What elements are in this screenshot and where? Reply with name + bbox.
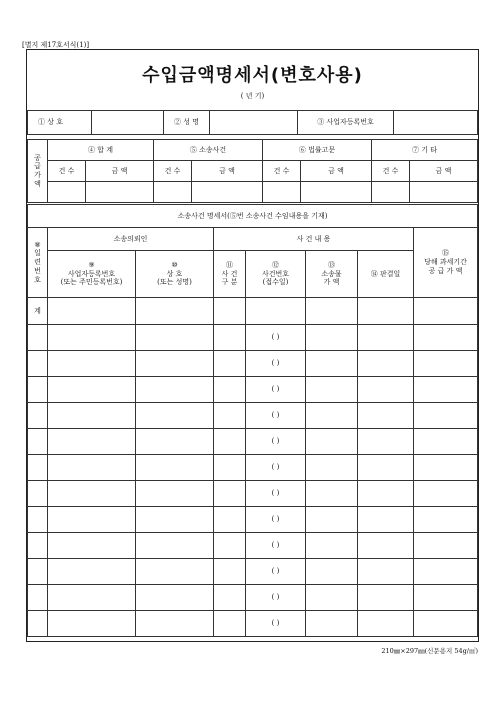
case-row (28, 403, 478, 429)
total-row-cell[interactable] (136, 298, 214, 325)
case-number-cell[interactable]: ( ) (246, 325, 306, 351)
case-cell[interactable] (358, 377, 414, 403)
case-cell[interactable] (306, 585, 358, 611)
case-cell[interactable] (48, 559, 136, 585)
case-cell[interactable] (414, 611, 478, 637)
case-cell[interactable] (306, 533, 358, 559)
case-cell[interactable] (358, 481, 414, 507)
case-cell[interactable] (414, 507, 478, 533)
case-cell[interactable] (414, 429, 478, 455)
form-title: 수입금액명세서(변호사용) (142, 65, 363, 86)
case-cell[interactable] (414, 351, 478, 377)
case-cell[interactable] (214, 351, 246, 377)
other-amount-field[interactable] (410, 182, 478, 203)
legal-advice-count-field[interactable] (263, 182, 301, 203)
litigation-amount-field[interactable] (192, 182, 263, 203)
case-cell[interactable] (136, 455, 214, 481)
case-cell[interactable] (414, 533, 478, 559)
total-header: ④ 합 계 (48, 140, 154, 161)
case-row (28, 611, 478, 637)
client-trade-name-header: ⑩ 상 호 (또는 성명) (136, 251, 214, 298)
case-cell[interactable] (48, 325, 136, 351)
case-row (28, 481, 478, 507)
case-cell[interactable] (414, 377, 478, 403)
case-rows (28, 325, 478, 637)
amount-header: 금 액 (410, 161, 478, 182)
case-cell[interactable] (136, 481, 214, 507)
case-cell[interactable] (28, 585, 48, 611)
case-cell[interactable] (214, 507, 246, 533)
case-row (28, 507, 478, 533)
case-cell[interactable] (306, 351, 358, 377)
case-cell[interactable] (136, 611, 214, 637)
case-cell[interactable] (48, 585, 136, 611)
case-cell[interactable] (136, 507, 214, 533)
other-header: ⑦ 기 타 (372, 140, 478, 161)
case-cell[interactable] (28, 533, 48, 559)
case-cell[interactable] (214, 481, 246, 507)
total-row-cell[interactable] (358, 298, 414, 325)
case-cell[interactable] (306, 481, 358, 507)
case-number-cell[interactable]: ( ) (246, 533, 306, 559)
case-cell[interactable] (28, 455, 48, 481)
name-field[interactable] (210, 111, 298, 135)
judgment-date-header: ⑭ 판결일 (358, 251, 414, 298)
case-cell[interactable] (358, 611, 414, 637)
case-cell[interactable] (214, 455, 246, 481)
case-cell[interactable] (306, 403, 358, 429)
case-cell[interactable] (358, 403, 414, 429)
case-cell[interactable] (358, 429, 414, 455)
registration-number-field[interactable] (394, 111, 478, 135)
case-cell[interactable] (358, 455, 414, 481)
case-cell[interactable] (48, 611, 136, 637)
case-cell[interactable] (214, 533, 246, 559)
year-period: ( 년 기) (240, 92, 265, 100)
case-cell[interactable] (28, 481, 48, 507)
case-cell[interactable] (28, 377, 48, 403)
case-number-cell[interactable]: ( ) (246, 377, 306, 403)
trade-name-label: ① 상 호 (28, 111, 92, 135)
case-cell[interactable] (136, 325, 214, 351)
name-label: ② 성 명 (164, 111, 210, 135)
case-cell[interactable] (306, 377, 358, 403)
total-row-cell[interactable] (246, 298, 306, 325)
case-row (28, 325, 478, 351)
case-cell[interactable] (48, 351, 136, 377)
legal-advice-header: ⑥ 법률고문 (263, 140, 372, 161)
case-number-cell[interactable]: ( ) (246, 455, 306, 481)
case-cell[interactable] (28, 403, 48, 429)
case-row (28, 559, 478, 585)
case-cell[interactable] (306, 559, 358, 585)
paper-spec: 210㎜×297㎜(신문용지 54g/㎡) (381, 647, 478, 655)
case-cell[interactable] (214, 429, 246, 455)
case-cell[interactable] (28, 507, 48, 533)
case-cell[interactable] (358, 585, 414, 611)
supply-value-header: ⑮ 당해 과세기간 공 급 가 액 (414, 228, 478, 298)
case-cell[interactable] (28, 611, 48, 637)
section-divider (27, 202, 477, 203)
case-cell[interactable] (214, 403, 246, 429)
case-cell[interactable] (214, 585, 246, 611)
registration-number-label: ③ 사업자등록번호 (298, 111, 394, 135)
form-page (26, 49, 479, 642)
case-number-cell[interactable]: ( ) (246, 429, 306, 455)
claim-value-header: ⑬ 소송물 가 액 (306, 251, 358, 298)
case-cell[interactable] (48, 533, 136, 559)
total-row-cell[interactable] (306, 298, 358, 325)
litigation-case-table (27, 204, 478, 637)
taxpayer-info-table (27, 110, 478, 135)
case-number-cell[interactable]: ( ) (246, 403, 306, 429)
total-count-field[interactable] (48, 182, 86, 203)
case-cell[interactable] (414, 455, 478, 481)
other-count-field[interactable] (372, 182, 410, 203)
case-cell[interactable] (136, 351, 214, 377)
case-row (28, 351, 478, 377)
case-cell[interactable] (358, 351, 414, 377)
count-header: 건 수 (263, 161, 301, 182)
total-row-cell[interactable] (48, 298, 136, 325)
case-cell[interactable] (48, 481, 136, 507)
case-cell[interactable] (306, 507, 358, 533)
supply-amount-side-label: 공 급 가 액 (28, 140, 48, 203)
case-row (28, 533, 478, 559)
case-cell[interactable] (306, 325, 358, 351)
case-cell[interactable] (358, 559, 414, 585)
case-cell[interactable] (306, 429, 358, 455)
total-row-cell[interactable] (214, 298, 246, 325)
total-amount-field[interactable] (86, 182, 154, 203)
case-cell[interactable] (214, 559, 246, 585)
case-cell[interactable] (414, 325, 478, 351)
case-cell[interactable] (48, 507, 136, 533)
case-cell[interactable] (414, 559, 478, 585)
case-cell[interactable] (414, 481, 478, 507)
case-cell[interactable] (28, 325, 48, 351)
case-cell[interactable] (358, 533, 414, 559)
case-cell[interactable] (214, 377, 246, 403)
case-content-group-header: 사 건 내 용 (214, 228, 414, 251)
count-header: 건 수 (372, 161, 410, 182)
case-number-cell[interactable]: ( ) (246, 611, 306, 637)
case-cell[interactable] (214, 325, 246, 351)
case-number-cell[interactable]: ( ) (246, 585, 306, 611)
litigation-header: ⑤ 소송사건 (154, 140, 263, 161)
case-cell[interactable] (414, 403, 478, 429)
case-cell[interactable] (136, 403, 214, 429)
case-row (28, 455, 478, 481)
case-cell[interactable] (28, 351, 48, 377)
case-cell[interactable] (414, 585, 478, 611)
case-number-cell[interactable]: ( ) (246, 481, 306, 507)
case-number-cell[interactable]: ( ) (246, 351, 306, 377)
case-row (28, 429, 478, 455)
case-table-caption: 소송사건 명세서(⑤번 소송사건 수임내용을 기재) (28, 205, 478, 228)
amount-header: 금 액 (86, 161, 154, 182)
total-row-label: 계 (28, 298, 48, 325)
litigation-count-field[interactable] (154, 182, 192, 203)
supply-amount-table (27, 139, 478, 203)
case-cell[interactable] (358, 325, 414, 351)
case-cell[interactable] (48, 377, 136, 403)
case-row (28, 377, 478, 403)
count-header: 건 수 (154, 161, 192, 182)
serial-number-header: ⑧ 일 련 번 호 (28, 228, 48, 298)
case-cell[interactable] (306, 455, 358, 481)
total-row-cell[interactable] (414, 298, 478, 325)
case-number-cell[interactable]: ( ) (246, 507, 306, 533)
client-group-header: 소송의뢰인 (48, 228, 214, 251)
amount-header: 금 액 (301, 161, 372, 182)
case-row (28, 585, 478, 611)
case-number-header: ⑫ 사건번호 (접수일) (246, 251, 306, 298)
case-cell[interactable] (48, 455, 136, 481)
trade-name-field[interactable] (92, 111, 164, 135)
case-cell[interactable] (214, 611, 246, 637)
case-cell[interactable] (358, 507, 414, 533)
case-cell[interactable] (136, 533, 214, 559)
case-cell[interactable] (306, 611, 358, 637)
case-number-cell[interactable]: ( ) (246, 559, 306, 585)
case-cell[interactable] (136, 585, 214, 611)
amount-header: 금 액 (192, 161, 263, 182)
case-type-header: ⑪ 사 건 구 분 (214, 251, 246, 298)
legal-advice-amount-field[interactable] (301, 182, 372, 203)
case-cell[interactable] (136, 377, 214, 403)
count-header: 건 수 (48, 161, 86, 182)
case-cell[interactable] (48, 429, 136, 455)
case-cell[interactable] (48, 403, 136, 429)
form-number: [별지 제17호서식(1)] (22, 41, 90, 49)
case-cell[interactable] (136, 429, 214, 455)
case-cell[interactable] (136, 559, 214, 585)
client-reg-number-header: ⑨ 사업자등록번호 (또는 주민등록번호) (48, 251, 136, 298)
case-cell[interactable] (28, 429, 48, 455)
case-cell[interactable] (28, 559, 48, 585)
